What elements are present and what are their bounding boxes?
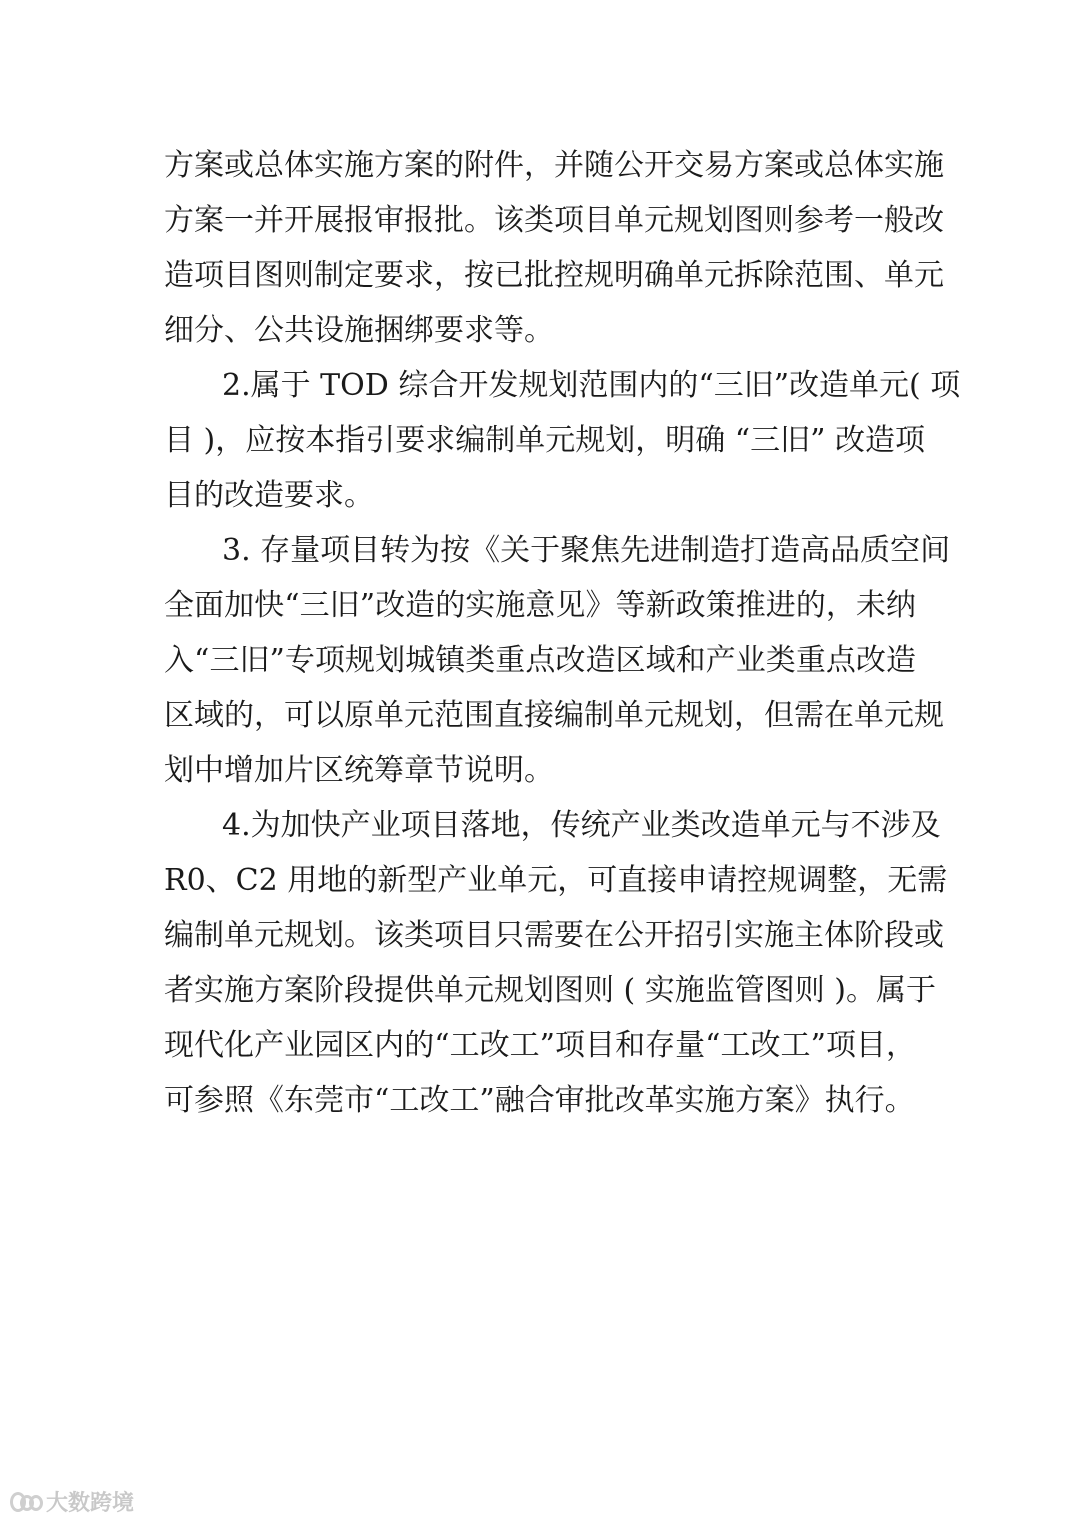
text-line: 区域的，可以原单元范围直接编制单元规划，但需在单元规 (164, 698, 944, 733)
text-line: 3. 存量项目转为按《关于聚焦先进制造打造高品质空间 (222, 533, 951, 568)
brand-logo-icon (10, 1490, 40, 1512)
text-line: 细分、公共设施捆绑要求等。 (164, 313, 554, 348)
text-line: 方案一并开展报审报批。该类项目单元规划图则参考一般改 (164, 203, 944, 238)
text-line: 者实施方案阶段提供单元规划图则 ( 实施监管图则 )。属于 (164, 973, 937, 1008)
text-line: 4.为加快产业项目落地，传统产业类改造单元与不涉及 (222, 808, 941, 843)
text-line: 编制单元规划。该类项目只需要在公开招引实施主体阶段或 (164, 918, 944, 953)
text-line: 2.属于 TOD 综合开发规划范围内的“三旧”改造单元( 项 (222, 368, 961, 403)
text-line: 目 )，应按本指引要求编制单元规划，明确 “三旧” 改造项 (164, 423, 925, 458)
text-line: 造项目图则制定要求，按已批控规明确单元拆除范围、单元 (164, 258, 944, 293)
text-line: 可参照《东莞市“工改工”融合审批改革实施方案》执行。 (164, 1083, 915, 1118)
text-line: 全面加快“三旧”改造的实施意见》等新政策推进的，未纳 (164, 588, 916, 623)
text-line: 现代化产业园区内的“工改工”项目和存量“工改工”项目， (164, 1028, 916, 1063)
text-line: 方案或总体实施方案的附件，并随公开交易方案或总体实施 (164, 148, 944, 183)
watermark (10, 1486, 134, 1516)
text-line: 目的改造要求。 (164, 478, 374, 513)
watermark-text: 大数跨境 (46, 1490, 135, 1516)
text-line: R0、C2 用地的新型产业单元，可直接申请控规调整，无需 (164, 863, 948, 898)
text-line: 划中增加片区统筹章节说明。 (164, 753, 554, 788)
text-line: 入“三旧”专项规划城镇类重点改造区域和产业类重点改造 (164, 643, 916, 678)
